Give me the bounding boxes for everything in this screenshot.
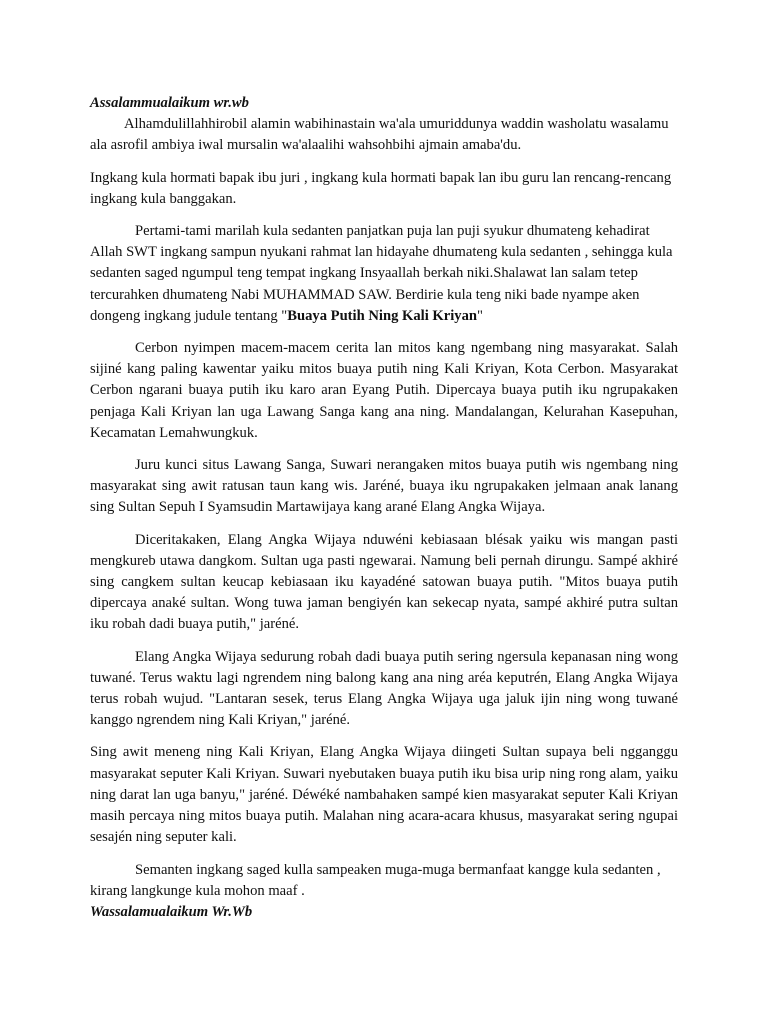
intro-close-quote: ": [477, 307, 483, 324]
story-paragraph-2: Juru kunci situs Lawang Sanga, Suwari nerangaken mitos buaya putih wis ngembang ning masyarakat sing awit ratusan taun kang wis. Jaréné, buaya iku ngrupakaken jelmaan anak lanang sing Sultan Sepuh I Syamsudin Martawijaya kang arané Elang Angka Wijaya.: [90, 457, 678, 516]
story-title: Buaya Putih Ning Kali Kriyan: [287, 307, 478, 324]
closing-farewell: Wassalamualaikum Wr.Wb: [90, 903, 253, 920]
closing-paragraph: Semanten ingkang saged kulla sampeaken muga-muga bermanfaat kangge kula sedanten , kirang langkunge kula mohon maaf .: [90, 861, 661, 899]
opening-greeting: Assalammualaikum wr.wb: [90, 95, 249, 111]
story-paragraph-3: Diceritakaken, Elang Angka Wijaya nduwéni kebiasaan blésak yaiku wis mangan pasti mengkureb utawa dangkom. Sultan uga pasti ngewarai. Namung beli pernah dirungu. Sampé akhiré sing cangkem sultan keucap kebiasaan iku kayadéné satowan buaya putih. "Mitos buaya putih dipercaya anaké sultan. Wong tuwa jaman bengiyén kan sekecap nyata, sampé akhiré putra sultan iku robah dadi buaya putih," jaréné.: [90, 531, 678, 633]
opening-paragraph: Alhamdulillahhirobil alamin wabihinastain wa'ala umuriddunya waddin washolatu wasalamu ala asrofil ambiya iwal mursalin wa'alaalihi wahsohbihi ajmain amaba'du.: [90, 116, 669, 154]
story-paragraph-1: Cerbon nyimpen macem-macem cerita lan mitos kang ngembang ning masyarakat. Salah sijiné kang paling kawentar yaiku mitos buaya putih ning Kali Kriyan, Kota Cerbon. Masyarakat Cerbon ngarani buaya putih iku karo aran Eyang Putih. Dipercaya buaya putih iku ngrupakaken penjaga Kali Kriyan lan uga Lawang Sanga kang ana ning. Mandalangan, Kelurahan Kasepuhan, Kecamatan Lemahwungkuk.: [90, 340, 678, 441]
intro-text: Pertami-tami marilah kula sedanten panjatkan puja lan puji syukur dhumateng kehadirat Allah SWT ingkang sampun nyukani rahmat lan hidayahe dhumateng kula sedanten , sehingga kula sedanten saged ngumpul teng tempat ingkang Insyaallah berkah niki.Shalawat lan salam tetep tercurahken dhumateng Nabi MUHAMMAD SAW. Berdirie kula teng niki bade nyampe aken dongeng ingkang judule tentang ": [90, 223, 673, 324]
story-paragraph-4: Elang Angka Wijaya sedurung robah dadi buaya putih sering ngersula kepanasan ning wong tuwané. Terus waktu lagi ngrendem ning balong kang ana ning aréa keputrén, Elang Angka Wijaya terus robah wujud. "Lantaran sesek, terus Elang Angka Wijaya uga jaluk ijin ning wong tuwané kanggo ngrendem ning Kali Kriyan," jaréné.: [90, 648, 678, 729]
story-paragraph-5: Sing awit meneng ning Kali Kriyan, Elang Angka Wijaya diingeti Sultan supaya beli ngganggu masyarakat seputer Kali Kriyan. Suwari nyebutaken buaya putih iku bisa urip ning rong alam, yaiku ning darat lan uga banyu," jaréné. Déwéké nambahaken sampé kien masyarakat seputer Kali Kriyan masih percaya ning mitos buaya putih. Malahan ning acara-acara khusus, masyarakat sering ngupai sesajén ning seputer kali.: [90, 744, 678, 846]
document-page: [90, 93, 678, 923]
intro-paragraph: [90, 221, 678, 327]
respect-paragraph: Ingkang kula hormati bapak ibu juri , ingkang kula hormati bapak lan ibu guru lan rencang-rencang ingkang kula banggakan.: [90, 169, 672, 207]
